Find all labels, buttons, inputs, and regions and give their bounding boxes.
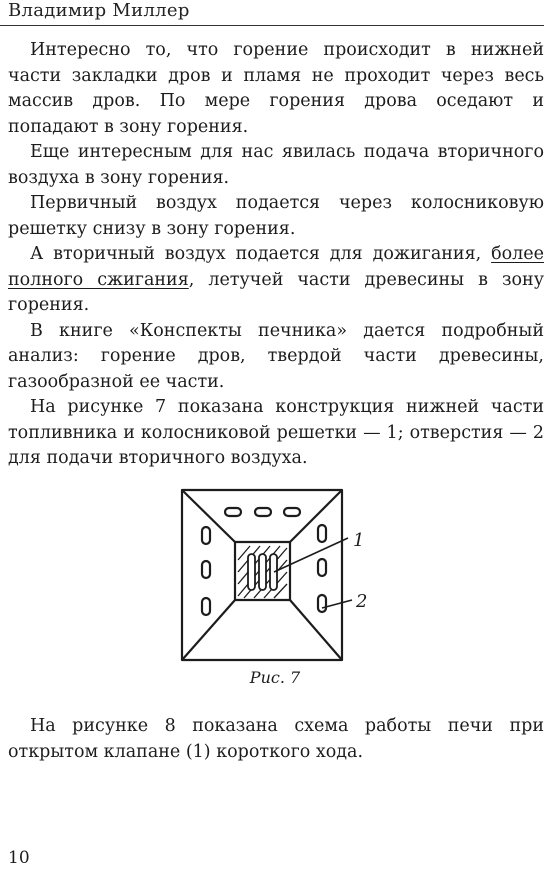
callout-label-1: 1 [353,530,365,551]
air-hole-left-2 [202,561,210,578]
paragraph-3: Первичный воздух подается через колосниковую решетку снизу в зону горения. [8,193,544,239]
paragraph-4 [8,242,544,319]
air-hole-left-3 [202,598,210,615]
air-hole-top-2 [255,508,271,516]
air-hole-top-3 [284,508,300,516]
underlined-phrase: более полного сжигания [8,244,544,290]
paragraph-7: На рисунке 8 показана схема работы печи при открытом клапане (1) короткого хода. [8,716,544,762]
air-hole-left-1 [202,527,210,544]
body-text-lower [8,714,544,765]
air-hole-top-1 [225,508,241,516]
paragraph-4-start: А вторичный воздух подается для дожигания, [30,244,492,264]
callout-label-2: 2 [356,591,368,612]
page-number: 10 [8,848,30,868]
paragraph-1: Интересно то, что горение происходит в нижней части закладки дров и пламя не проходит через весь массив дров. По мере горения дрова оседают и попадают в зону горения. [8,40,544,137]
firebox-diagram [170,480,390,670]
air-hole-right-3 [318,595,326,612]
air-hole-right-1 [318,525,326,542]
figure-caption: Рис. 7 [249,668,301,687]
paragraph-2: Еще интересным для нас явилась подача вторичного воздуха в зону горения. [8,142,544,188]
air-hole-right-2 [318,559,326,576]
header-rule [0,25,544,26]
paragraph-4-end: , летучей части древесины в зону горения. [8,269,545,315]
grate-bar-3 [270,554,277,590]
paragraph-5: В книге «Конспекты печника» дается подробный анализ: горение дров, твердой части древесины, газообразной ее части. [8,320,544,392]
paragraph-6: На рисунке 7 показана конструкция нижней части топливника и колосниковой решетки — 1; отверстия — 2 для подачи вторичного воздуха. [8,397,544,468]
grate-bar-2 [259,554,266,590]
grate-bar-1 [248,554,255,590]
body-text-upper [8,38,544,472]
running-header-author: Владимир Миллер [8,0,190,21]
figure-7-firebox-drawing [170,480,390,670]
